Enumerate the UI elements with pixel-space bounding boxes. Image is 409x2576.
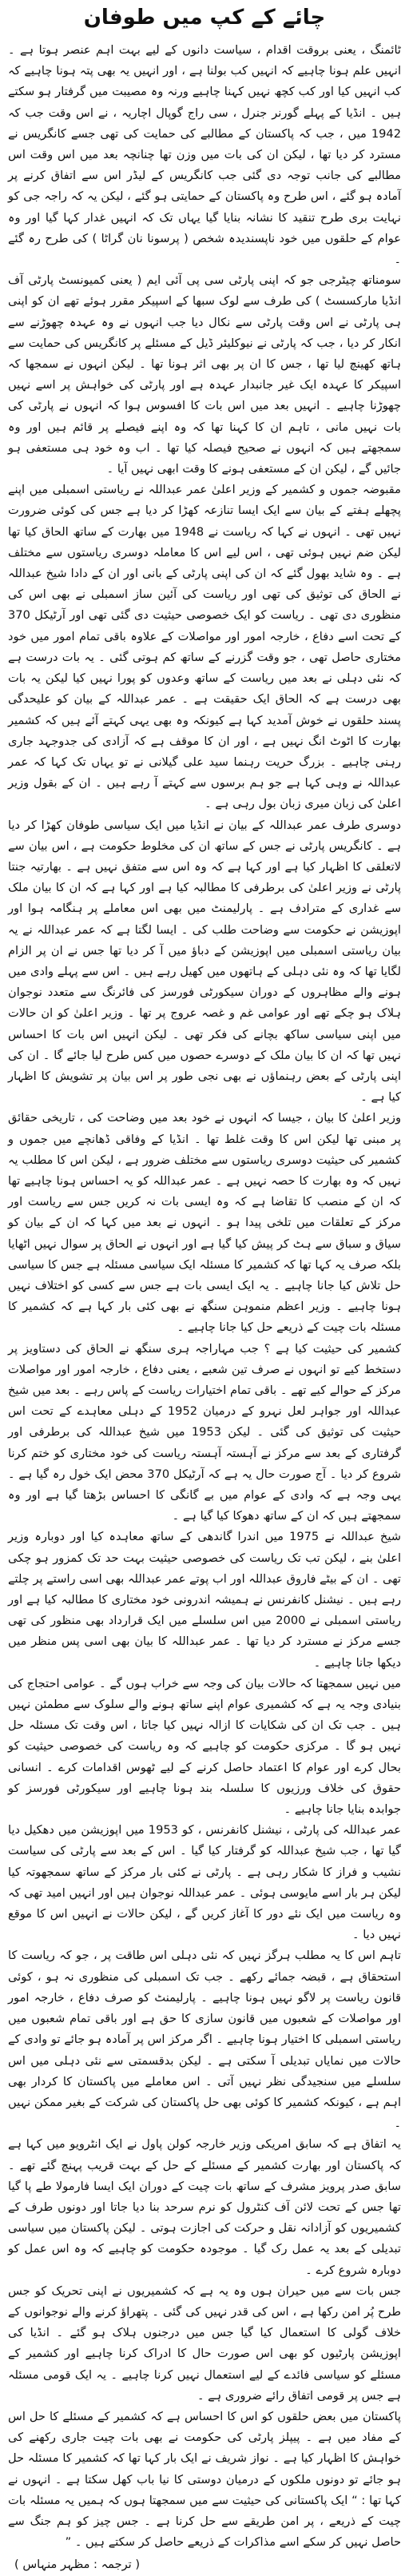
paragraph: عمر عبداللہ کی پارٹی ، نیشنل کانفرنس ، کو 1953 میں اپوزیشن میں دھکیل دیا گیا تھا ، جب شیخ عبداللہ کو گرفتار کیا گیا ۔ اس کے بعد سے پارٹی کی سیاست نشیب و فراز کا شکار رہی ہے ۔ پارٹی نے کئی بار مرکز کے ساتھ سمجھوتہ کیا لیکن ہر بار اسے مایوسی ہوئی ۔ عمر عبداللہ نوجوان ہیں اور انہیں امید تھی کہ وہ ریاست میں ایک نئے دور کا آغاز کریں گے ، لیکن حالات نے انہیں اس کا موقع نہیں دیا ۔ <box>8 1823 401 1942</box>
article-body <box>8 40 401 2553</box>
translator-credit: ( ترجمہ : مظہر منہاس ) <box>14 2558 141 2572</box>
paragraph: پاکستان میں بعض حلقوں کو اس کا احساس ہے کہ کشمیر کے مسئلے کا حل اس کے مفاد میں ہے ۔ پیپلز پارٹی کی حکومت نے بھی بات چیت جاری رکھنے کی خواہش کا اظہار کیا ہے ۔ نواز شریف نے ایک بار کہا تھا کہ کشمیر کا مسئلہ حل ہو جائے تو دونوں ملکوں کے درمیان دوستی کا نیا باب کھل سکتا ہے ۔ انہوں نے کہا تھا : “ ایک پاکستانی کی حیثیت سے میں سمجھتا ہوں کہ ہمیں یہ مسئلہ بات چیت کے ذریعے ، پر امن طریقے سے حل کرنا ہے ۔ جس چیز کو ہم جنگ سے حاصل نہیں کر سکے اسے مذاکرات کے ذریعے حاصل کر سکتے ہیں ۔ ” <box>8 2409 401 2550</box>
article-title: چائے کے کپ میں طوفان <box>83 6 326 30</box>
paragraph: میں نہیں سمجھتا کہ حالات بیان کی وجہ سے خراب ہوں گے ۔ عوامی احتجاج کی بنیادی وجہ یہ ہے کہ کشمیری عوام اپنے ساتھ ہونے والے سلوک سے مطمئن نہیں ہیں ۔ جب تک ان کی شکایات کا ازالہ نہیں کیا جاتا ، اس وقت تک مسئلہ حل نہیں ہو گا ۔ مرکزی حکومت کو چاہیے کہ وہ ریاست کی خصوصی حیثیت کو بحال کرے اور عوام کا اعتماد حاصل کرنے کے لیے ٹھوس اقدامات کرے ۔ انسانی حقوق کی خلاف ورزیوں کا سلسلہ بند ہونا چاہیے اور سیکورٹی فورسز کو جوابدہ بنایا جانا چاہیے ۔ <box>8 1676 401 1817</box>
paragraph: جس بات سے میں حیران ہوں وہ یہ ہے کہ کشمیریوں نے اپنی تحریک کو جس طرح پُر امن رکھا ہے ، اس کی قدر نہیں کی گئی ۔ پتھراؤ کرنے والے نوجوانوں کے خلاف گولی کا استعمال کیا گیا جس میں درجنوں ہلاک ہو گئے ۔ انڈیا کی اپوزیشن پارٹیوں کو بھی اس صورت حال کا ادراک کرنا چاہیے اور کشمیر کے مسئلے کو سیاسی فائدے کے لیے استعمال نہیں کرنا چاہیے ۔ یہ ایک قومی مسئلہ ہے جس پر قومی اتفاق رائے ضروری ہے ۔ <box>8 2283 401 2403</box>
paragraph: کشمیر کی حیثیت کیا ہے ؟ جب مہاراجہ ہری سنگھ نے الحاق کی دستاویز پر دستخط کیے تو انہوں نے صرف تین شعبے ، یعنی دفاع ، خارجہ امور اور مواصلات مرکز کے حوالے کیے تھے ۔ باقی تمام اختیارات ریاست کے پاس رہے ۔ بعد میں شیخ عبداللہ اور جواہر لعل نہرو کے درمیان 1952 کے دہلی معاہدے کے تحت اس حیثیت کی توثیق کی گئی ۔ لیکن 1953 میں شیخ عبداللہ کی برطرفی اور گرفتاری کے بعد سے مرکز نے آہستہ آہستہ ریاست کی خود مختاری کو ختم کرنا شروع کر دیا ۔ آج صورت حال یہ ہے کہ آرٹیکل 370 محض ایک خول رہ گیا ہے ۔ یہی وجہ ہے کہ وادی کے عوام میں بے گانگی کا احساس بڑھتا گیا ہے اور وہ سمجھتے ہیں کہ ان کے ساتھ دھوکا کیا گیا ہے ۔ <box>8 1341 402 1523</box>
paragraph: ٹائمنگ ، یعنی بروقت اقدام ، سیاست دانوں کے لیے بہت اہم عنصر ہوتا ہے ۔ انہیں علم ہونا چاہیے کہ انہیں کب بولنا ہے ، اور انہیں یہ بھی پتہ ہونا چاہیے کہ کب انہیں کیا اور کب کچھ نہیں کہنا چاہیے ورنہ وہ مصیبت میں گرفتار ہو سکتے ہیں ۔ انڈیا کے پہلے گورنر جنرل ، سی راج گوپال اچاریہ ، نے اس وقت جب کہ 1942 میں ، جب کہ پاکستان کے مطالبے کی حمایت کی تھی جسے کانگریس نے مسترد کر دیا تھا ، لیکن ان کی بات میں وزن تھا چنانچہ بعد میں اس وقت اس مطالبے کی جانب توجہ دی گئی جب کانگریس کے لیڈر اس سے اتفاق کرنے پر آمادہ ہو گئے ، اس طرح وہ پاکستان کے حمایتی ہو گئے ، لیکن یہ کہ راجہ جی کو نہایت بری طرح تنقید کا نشانہ بنایا گیا یہاں تک کہ انہیں غدار کہا گیا اور وہ عوام کے حلقوں میں خود ناپسندیدہ شخص ( پرسونا نان گراٹا ) کی طرح رہ گئے ۔ <box>8 43 401 267</box>
paragraph: تاہم اس کا یہ مطلب ہرگز نہیں کہ نئی دہلی اس طاقت پر ، جو کہ ریاست کا استحقاق ہے ، قبضہ جمائے رکھے ۔ جب تک اسمبلی کی منظوری نہ ہو ، کوئی قانون ریاست پر لاگو نہیں ہونا چاہیے ۔ پارلیمنٹ کو صرف دفاع ، خارجہ امور اور مواصلات کے شعبوں میں قانون سازی کا حق ہے اور باقی تمام شعبوں میں ریاستی اسمبلی کا اختیار ہونا چاہیے ۔ اگر مرکز اس پر آمادہ ہو جائے تو وادی کے حالات میں نمایاں تبدیلی آ سکتی ہے ۔ لیکن بدقسمتی سے نئی دہلی میں اس سلسلے میں سنجیدگی نظر نہیں آتی ۔ اس معاملے میں پاکستان کا کردار بھی اہم ہے ، کیونکہ کشمیر کا کوئی بھی حل پاکستان کی شرکت کے بغیر ممکن نہیں ۔ <box>8 1949 401 2131</box>
paragraph: دوسری طرف عمر عبداللہ کے بیان نے انڈیا میں ایک سیاسی طوفان کھڑا کر دیا ہے ۔ کانگریس پارٹی نے جس کے ساتھ ان کی مخلوط حکومت ہے ، اس بیان سے لاتعلقی کا اظہار کیا ہے اور کہا ہے کہ وہ اس سے متفق نہیں ہے ۔ بھارتیہ جنتا پارٹی نے وزیر اعلیٰ کی برطرفی کا مطالبہ کیا ہے اور کہا ہے کہ ان کا بیان ملک سے غداری کے مترادف ہے ۔ پارلیمنٹ میں بھی اس معاملے پر ہنگامہ ہوا اور اپوزیشن نے حکومت سے وضاحت طلب کی ۔ ایسا لگتا ہے کہ عمر عبداللہ نے یہ بیان ریاستی اسمبلی میں اپوزیشن کے دباؤ میں آ کر دیا تھا جس نے ان پر الزام لگایا تھا کہ وہ نئی دہلی کے ہاتھوں میں کھیل رہے ہیں ۔ اس سے پہلے وادی میں ہونے والے مظاہروں کے دوران سیکورٹی فورسز کی فائرنگ سے متعدد نوجوان ہلاک ہو چکے تھے اور عوامی غم و غصہ عروج پر تھا ۔ وزیر اعلیٰ کو ان حالات میں اپنی سیاسی ساکھ بچانے کی فکر تھی ۔ لیکن انہیں اس بات کا احساس نہیں تھا کہ ان کا بیان ملک کے دوسرے حصوں میں کس طرح لیا جائے گا ۔ ان کی اپنی پارٹی کے بعض رہنماؤں نے بھی نجی طور پر اس بیان پر تشویش کا اظہار کیا ہے ۔ <box>8 818 401 1105</box>
paragraph: یہ اتفاق ہے کہ سابق امریکی وزیر خارجہ کولن پاول نے ایک انٹرویو میں کہا ہے کہ پاکستان اور بھارت کشمیر کے مسئلے کے حل کے بہت قریب پہنچ گئے تھے ۔ سابق صدر پرویز مشرف کے ساتھ بات چیت کے دوران ایک ایسا فارمولا طے پا گیا تھا جس کے تحت لائن آف کنٹرول کو نرم سرحد بنا دیا جاتا اور دونوں طرف کے کشمیریوں کو آزادانہ نقل و حرکت کی اجازت ہوتی ۔ لیکن پاکستان میں سیاسی تبدیلی کے بعد یہ عمل رک گیا ۔ موجودہ حکومت کو چاہیے کہ وہ اس عمل کو دوبارہ شروع کرے ۔ <box>8 2137 401 2277</box>
paragraph: مقبوضہ جموں و کشمیر کے وزیر اعلیٰ عمر عبداللہ نے ریاستی اسمبلی میں اپنے پچھلے ہفتے کے بیان سے ایک ایسا تنازعہ کھڑا کر دیا ہے جس کی کوئی ضرورت نہیں تھی ۔ انہوں نے کہا کہ ریاست نے 1948 میں بھارت کے ساتھ الحاق کیا تھا لیکن ضم نہیں ہوئی تھی ، اس لیے اس کا معاملہ دوسری ریاستوں سے مختلف ہے ۔ وہ شاید بھول گئے کہ ان کی اپنی پارٹی کے بانی اور ان کے دادا شیخ عبداللہ نے الحاق کی توثیق کی تھی اور ریاست کی آئین ساز اسمبلی نے بھی اس کی منظوری دی تھی ۔ ریاست کو ایک خصوصی حیثیت دی گئی تھی اور آرٹیکل 370 کے تحت اسے دفاع ، خارجہ امور اور مواصلات کے علاوہ باقی تمام امور میں خود مختاری حاصل تھی ، جو وقت گزرنے کے ساتھ کم ہوتی گئی ۔ یہ بات درست ہے کہ نئی دہلی نے بعد میں ریاست کے ساتھ وعدوں کو پورا نہیں کیا لیکن یہ بات بھی درست ہے کہ الحاق ایک حقیقت ہے ۔ عمر عبداللہ کے بیان کو علیحدگی پسند حلقوں نے خوش آمدید کہا ہے کیونکہ وہ بھی یہی کہتے آئے ہیں کہ کشمیر بھارت کا اٹوٹ انگ نہیں ہے ، اور ان کا موقف ہے کہ آزادی کی جدوجہد جاری رہنی چاہیے ۔ بزرگ حریت رہنما سید علی گیلانی نے تو یہاں تک کہا کہ عمر عبداللہ نے وہی کہا ہے جو ہم برسوں سے کہتے آ رہے ہیں ۔ ان کے بقول وزیر اعلیٰ کی زبان میری زبان بول رہی ہے ۔ <box>8 483 401 811</box>
paragraph: سومناتھ چیٹرجی جو کہ اپنی پارٹی سی پی آئی ایم ( یعنی کمیونسٹ پارٹی آف انڈیا مارکسسٹ ) کی طرف سے لوک سبھا کے اسپیکر مقرر ہوئے تھے ان کو اپنی ہی پارٹی نے اس وقت پارٹی سے نکال دیا جب انہوں نے وہ عہدہ چھوڑنے سے انکار کر دیا ، جب کہ پارٹی نے نیوکلیئر ڈیل کے مسئلے پر کانگریس کی حمایت سے ہاتھ کھینچ لیا تھا ، جس کا ان پر بھی اثر ہونا تھا ۔ لیکن انہوں نے سمجھا کہ اسپیکر کا عہدہ ایک غیر جانبدار عہدہ ہے اور پارٹی کی خواہش پر اسے نہیں چھوڑنا چاہیے ۔ انہیں بعد میں اس بات کا افسوس ہوا کہ انہوں نے پارٹی کی بات نہیں مانی ، تاہم ان کا کہنا تھا کہ وہ اپنے فیصلے پر قائم ہیں اور وہ سمجھتے ہیں کہ انہوں نے صحیح فیصلہ کیا تھا ۔ اب وہ خود ہی مستعفی ہو جائیں گے ، لیکن ان کے مستعفی ہونے کا وقت ابھی نہیں آیا ۔ <box>8 273 401 476</box>
paragraph: وزیر اعلیٰ کا بیان ، جیسا کہ انہوں نے خود بعد میں وضاحت کی ، تاریخی حقائق پر مبنی تھا لیکن اس کا وقت غلط تھا ۔ انڈیا کے وفاقی ڈھانچے میں جموں و کشمیر کی حیثیت دوسری ریاستوں سے مختلف ضرور ہے ، لیکن اس کا مطلب یہ نہیں کہ وہ بھارت کا حصہ نہیں ہے ۔ عمر عبداللہ کو یہ احساس ہونا چاہیے تھا کہ ان کے منصب کا تقاضا ہے کہ وہ ایسی بات نہ کریں جس سے ریاست اور مرکز کے تعلقات میں تلخی پیدا ہو ۔ انہوں نے بعد میں کہا کہ ان کے بیان کو سیاق و سباق سے ہٹ کر پیش کیا گیا ہے اور انہوں نے الحاق پر سوال نہیں اٹھایا بلکہ صرف یہ کہا تھا کہ کشمیر کا مسئلہ ایک سیاسی مسئلہ ہے جس کا سیاسی حل تلاش کیا جانا چاہیے ۔ یہ ایک ایسی بات ہے جس سے کسی کو اختلاف نہیں ہونا چاہیے ۔ وزیر اعظم منموہن سنگھ نے بھی کئی بار کہا ہے کہ کشمیر کا مسئلہ بات چیت کے ذریعے حل کیا جانا چاہیے ۔ <box>8 1111 401 1335</box>
paragraph: شیخ عبداللہ نے 1975 میں اندرا گاندھی کے ساتھ معاہدہ کیا اور دوبارہ وزیر اعلیٰ بنے ، لیکن تب تک ریاست کی خصوصی حیثیت بہت حد تک کمزور ہو چکی تھی ۔ ان کے بیٹے فاروق عبداللہ اور اب پوتے عمر عبداللہ بھی اسی راستے پر چلتے رہے ہیں ۔ نیشنل کانفرنس نے ہمیشہ اندرونی خود مختاری کا مطالبہ کیا ہے اور ریاستی اسمبلی نے 2000 میں اس سلسلے میں ایک قرارداد بھی منظور کی تھی جسے مرکز نے مسترد کر دیا تھا ۔ عمر عبداللہ کا بیان بھی اسی پس منظر میں دیکھا جانا چاہیے ۔ <box>8 1530 402 1670</box>
